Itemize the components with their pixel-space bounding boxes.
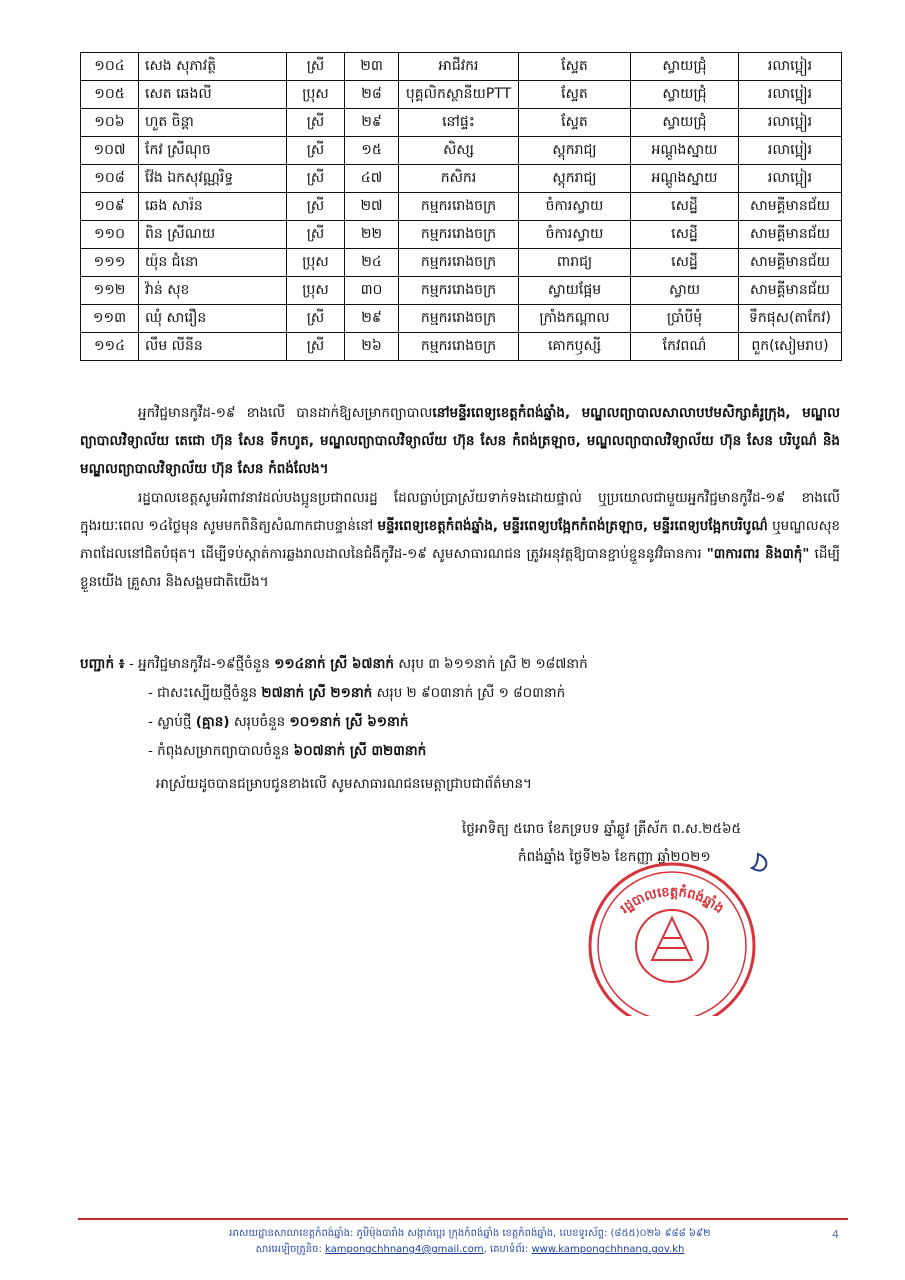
sex-cell: ស្រី xyxy=(287,53,345,81)
page-number: 4 xyxy=(832,1228,839,1241)
district-cell: សាមគ្គីមានជ័យ xyxy=(739,277,842,305)
occupation-cell: កម្មកររោងចក្រ xyxy=(399,193,519,221)
district-cell: ទឹកផុស(តាកែវ) xyxy=(739,305,842,333)
sex-cell: ស្រី xyxy=(287,221,345,249)
age-cell: ១៥ xyxy=(345,137,399,165)
sex-cell: ប្រុស xyxy=(287,81,345,109)
footer-email-link[interactable]: kampongchhnang4@gmail.com xyxy=(325,1244,484,1255)
appeal-text-a: រដ្ឋបាលខេត្តសូមអំពាវនាវដល់បងប្អូនប្រជាពលរដ្ឋ ដែលធ្លាប់ប្រាស្រ័យទាក់ទងដោយផ្ទាល់ ឬប្រយោលជាមួយអ្នកវិជ្ជមានកូវីដ-១៩ ខាងលើ ក្នុងរយៈពេល ១៤ថ្ងៃមុន សូមមកពិនិត្យសំណាកជាបន្ទាន់នៅ xyxy=(80,490,840,534)
sex-cell: ស្រី xyxy=(287,165,345,193)
sex-cell: ស្រី xyxy=(287,109,345,137)
commune-cell: ស្វាយ xyxy=(631,277,739,305)
village-cell: ចំការស្វាយ xyxy=(519,221,631,249)
occupation-cell: បុគ្គលិកស្ថានីយPTT xyxy=(399,81,519,109)
village-cell: ក្រាំងកណ្តាល xyxy=(519,305,631,333)
new-cases-label: - អ្នកវិជ្ជមានកូវីដ-១៩ថ្មីចំនួន xyxy=(128,656,270,672)
age-cell: ២៦ xyxy=(345,333,399,361)
occupation-cell: សិស្ស xyxy=(399,137,519,165)
name-cell: សេង សុភាវត្ថិ xyxy=(139,53,287,81)
district-cell: រលាប្អៀរ xyxy=(739,109,842,137)
new-cases-value: ១១៤នាក់ ស្រី ៦៧នាក់ xyxy=(274,656,394,672)
district-cell: រលាប្អៀរ xyxy=(739,137,842,165)
closing-sentence: អាស្រ័យដូចបានជម្រាបជូនខាងលើ សូមសាធារណជនមេត្តាជ្រាបជាព័ត៌មាន។ xyxy=(156,776,532,792)
age-cell: ៣០ xyxy=(345,277,399,305)
sex-cell: ស្រី xyxy=(287,137,345,165)
name-cell: វ៉ាន់ សុខ xyxy=(139,277,287,305)
district-cell: សាមគ្គីមានជ័យ xyxy=(739,249,842,277)
case-number-cell: ១១០ xyxy=(81,221,139,249)
age-cell: ២៤ xyxy=(345,249,399,277)
occupation-cell: កម្មកររោងចក្រ xyxy=(399,277,519,305)
age-cell: ២៨ xyxy=(345,81,399,109)
appeal-text-c: ឬមណ្ឌលសុខភាពដែលនៅជិតបំផុត។ ដើម្បីទប់ស្កាត់ការឆ្លងរាលដាលនៃជំងឺកូវីដ-១៩ សូមសាធារណជន ត្រូវអនុវត្តឱ្យបានខ្ជាប់ខ្ជួននូវវិធានការ xyxy=(80,518,841,562)
lunar-date: ថ្ងៃអាទិត្យ ៥រោច ខែភទ្របទ ឆ្នាំឆ្លូវ ត្រីស័ក ព.ស.២៥៦៥ xyxy=(462,821,742,837)
name-cell: សេត ឆេងលី xyxy=(139,81,287,109)
district-cell: រលាប្អៀរ xyxy=(739,53,842,81)
notes-first-row xyxy=(80,650,840,678)
recovered-value: ២៧នាក់ ស្រី ២១នាក់ xyxy=(261,685,373,701)
official-seal xyxy=(548,848,796,1016)
commune-cell: កែវពណ៌ xyxy=(631,333,739,361)
table-row xyxy=(81,165,842,193)
treatment-centers: នៅមន្ទីរពេទ្យខេត្តកំពង់ឆ្នាំង, មណ្ឌលព្យាបាលសាលាបឋមសិក្សាគំរូក្រុង, មណ្ឌលព្យាបាលវិទ្យាល័យ តេជោ ហ៊ុន សែន ទឹកហូត, មណ្ឌលព្យាបាលវិទ្យាល័យ ហ៊ុន សែន កំពង់ត្រឡាច, មណ្ឌលព្យាបាលវិទ្យាល័យ ហ៊ុន សែន បរិបូណ៌ និងមណ្ឌលព្យាបាលវិទ្យាល័យ ហ៊ុន សែន កំពង់លែង។ xyxy=(80,405,840,477)
footer-contact xyxy=(150,1242,790,1258)
case-number-cell: ១០៤ xyxy=(81,53,139,81)
case-number-cell: ១១៤ xyxy=(81,333,139,361)
footer xyxy=(150,1226,790,1258)
deaths-value: (គ្មាន) xyxy=(195,714,230,730)
footer-website-link[interactable]: www.kampongchhnang.gov.kh xyxy=(531,1244,685,1255)
cases-table xyxy=(80,52,842,361)
solar-date: កំពង់ឆ្នាំង ថ្ងៃទី២៦ ខែកញ្ញា ឆ្នាំ២០២១ xyxy=(518,849,711,865)
commune-cell: ស្វាយជ្រុំ xyxy=(631,81,739,109)
cases-table-body xyxy=(81,53,842,361)
village-cell: ស្តុករាជ្យ xyxy=(519,137,631,165)
table-row xyxy=(81,305,842,333)
deaths-total-label: សរុបចំនួន xyxy=(233,714,286,730)
table-row xyxy=(81,193,842,221)
sex-cell: ស្រី xyxy=(287,305,345,333)
age-cell: ២៩ xyxy=(345,305,399,333)
age-cell: ៤៧ xyxy=(345,165,399,193)
occupation-cell: កសិករ xyxy=(399,165,519,193)
name-cell: ពិន ស្រីណយ xyxy=(139,221,287,249)
occupation-cell: នៅផ្ទះ xyxy=(399,109,519,137)
appeal-paragraph xyxy=(80,484,840,596)
village-cell: ស្ទែត xyxy=(519,53,631,81)
appeal-hospitals: មន្ទីរពេទ្យខេត្តកំពង់ឆ្នាំង, មន្ទីរពេទ្យបង្អែកកំពង់ត្រឡាច, មន្ទីរពេទ្យបង្អែកបរិបូណ៌ xyxy=(377,518,768,534)
name-cell: ឈុំ សារឿន xyxy=(139,305,287,333)
sex-cell: ប្រុស xyxy=(287,249,345,277)
case-number-cell: ១០៩ xyxy=(81,193,139,221)
commune-cell: សេដ្ឋី xyxy=(631,249,739,277)
deaths-row xyxy=(148,708,408,736)
treatment-paragraph xyxy=(80,399,840,483)
footer-address: អាសយដ្ឋានសាលាខេត្តកំពង់ឆ្នាំង: ភូមិម៉ុងបារាំង សង្កាត់ប្អេរ ក្រុងកំពង់ឆ្នាំង ខេត្តកំពង់ឆ្នាំង, លេខទូរស័ព្ទ: (៨៥៥)០២៦ ៩៨៨ ៦៩២ xyxy=(229,1228,711,1239)
district-cell: សាមគ្គីមានជ័យ xyxy=(739,221,842,249)
age-cell: ២៣ xyxy=(345,53,399,81)
table-row xyxy=(81,249,842,277)
commune-cell: ប្រាំបីមុំ xyxy=(631,305,739,333)
name-cell: វ៉ែង ឯកសុវណ្ណរិទ្ធ xyxy=(139,165,287,193)
commune-cell: ស្វាយជ្រុំ xyxy=(631,53,739,81)
in-treatment-value: ៦០៧នាក់ ស្រី ៣២៣នាក់ xyxy=(293,743,427,759)
seal-top-text: រដ្ឋបាលខេត្តកំពង់ឆ្នាំង xyxy=(617,884,727,917)
case-number-cell: ១០៧ xyxy=(81,137,139,165)
recovered-total: សរុប ២ ៩០៣នាក់ ស្រី ១ ៨០៣នាក់ xyxy=(376,685,566,701)
deaths-total: ១០១នាក់ ស្រី ៦១នាក់ xyxy=(289,714,409,730)
case-number-cell: ១១២ xyxy=(81,277,139,305)
occupation-cell: កម្មកររោងចក្រ xyxy=(399,249,519,277)
footer-divider xyxy=(78,1218,848,1220)
age-cell: ២៧ xyxy=(345,193,399,221)
footer-web-label: , គេហទំព័រ: xyxy=(483,1244,529,1255)
seal-center-ring xyxy=(636,910,708,982)
commune-cell: អណ្តូងស្នាយ xyxy=(631,137,739,165)
case-number-cell: ១១៣ xyxy=(81,305,139,333)
new-cases-total: សរុប ៣ ៦១១នាក់ ស្រី ២ ១៨៧នាក់ xyxy=(398,656,588,672)
name-cell: លឹម លីនីន xyxy=(139,333,287,361)
village-cell: ចំការស្វាយ xyxy=(519,193,631,221)
age-cell: ២២ xyxy=(345,221,399,249)
signature-mark xyxy=(752,854,766,871)
occupation-cell: កម្មកររោងចក្រ xyxy=(399,333,519,361)
village-cell: ស្ទែត xyxy=(519,109,631,137)
district-cell: ពួក(សៀមរាប) xyxy=(739,333,842,361)
village-cell: ពារាជ្យ xyxy=(519,249,631,277)
commune-cell: ស្វាយជ្រុំ xyxy=(631,109,739,137)
case-number-cell: ១០៥ xyxy=(81,81,139,109)
table-row xyxy=(81,277,842,305)
village-cell: ស្វាយផ្អែម xyxy=(519,277,631,305)
commune-cell: អណ្តូងស្នាយ xyxy=(631,165,739,193)
village-cell: ស្ទែត xyxy=(519,81,631,109)
sex-cell: ស្រី xyxy=(287,193,345,221)
recovered-label: - ជាសះស្បើយថ្មីចំនួន xyxy=(148,685,258,701)
name-cell: ហួត ចិន្តា xyxy=(139,109,287,137)
in-treatment-row xyxy=(148,737,426,765)
village-cell: ស្តុករាជ្យ xyxy=(519,165,631,193)
name-cell: ឆេង សារ៉ន xyxy=(139,193,287,221)
case-number-cell: ១០៦ xyxy=(81,109,139,137)
occupation-cell: កម្មកររោងចក្រ xyxy=(399,221,519,249)
name-cell: កែវ ស្រីណុច xyxy=(139,137,287,165)
sex-cell: ស្រី xyxy=(287,333,345,361)
table-row xyxy=(81,109,842,137)
district-cell: រលាប្អៀរ xyxy=(739,81,842,109)
case-number-cell: ១០៨ xyxy=(81,165,139,193)
appeal-measure: "៣ការពារ និង៣កុំ" xyxy=(706,546,810,562)
name-cell: យ៉ុន ជំនោ xyxy=(139,249,287,277)
deaths-label: - ស្លាប់ថ្មី xyxy=(148,714,192,730)
notes-label: បញ្ជាក់ ៖ xyxy=(80,656,125,672)
district-cell: រលាប្អៀរ xyxy=(739,165,842,193)
table-row xyxy=(81,137,842,165)
table-row xyxy=(81,221,842,249)
table-row xyxy=(81,81,842,109)
age-cell: ២៩ xyxy=(345,109,399,137)
footer-email-label: សារអេឡិចត្រូនិច: xyxy=(255,1244,322,1255)
sex-cell: ប្រុស xyxy=(287,277,345,305)
appeal-text-e: ដើម្បីខ្លួនយើង គ្រួសារ និងសង្គមជាតិយើង។ xyxy=(80,546,840,590)
commune-cell: សេដ្ឋី xyxy=(631,193,739,221)
table-row xyxy=(81,53,842,81)
in-treatment-label: - កំពុងសម្រាកព្យាបាលចំនួន xyxy=(148,743,290,759)
village-cell: គោកឫស្សី xyxy=(519,333,631,361)
recovered-row xyxy=(148,679,565,707)
treatment-text: អ្នកវិជ្ជមានកូវីដ-១៩ ខាងលើ បានដាក់ឱ្យសម្រាកព្យាបាល xyxy=(138,405,433,421)
occupation-cell: កម្មកររោងចក្រ xyxy=(399,305,519,333)
seal-bottom-text xyxy=(624,1015,719,1016)
occupation-cell: អាជីវករ xyxy=(399,53,519,81)
district-cell: សាមគ្គីមានជ័យ xyxy=(739,193,842,221)
commune-cell: សេដ្ឋី xyxy=(631,221,739,249)
case-number-cell: ១១១ xyxy=(81,249,139,277)
table-row xyxy=(81,333,842,361)
